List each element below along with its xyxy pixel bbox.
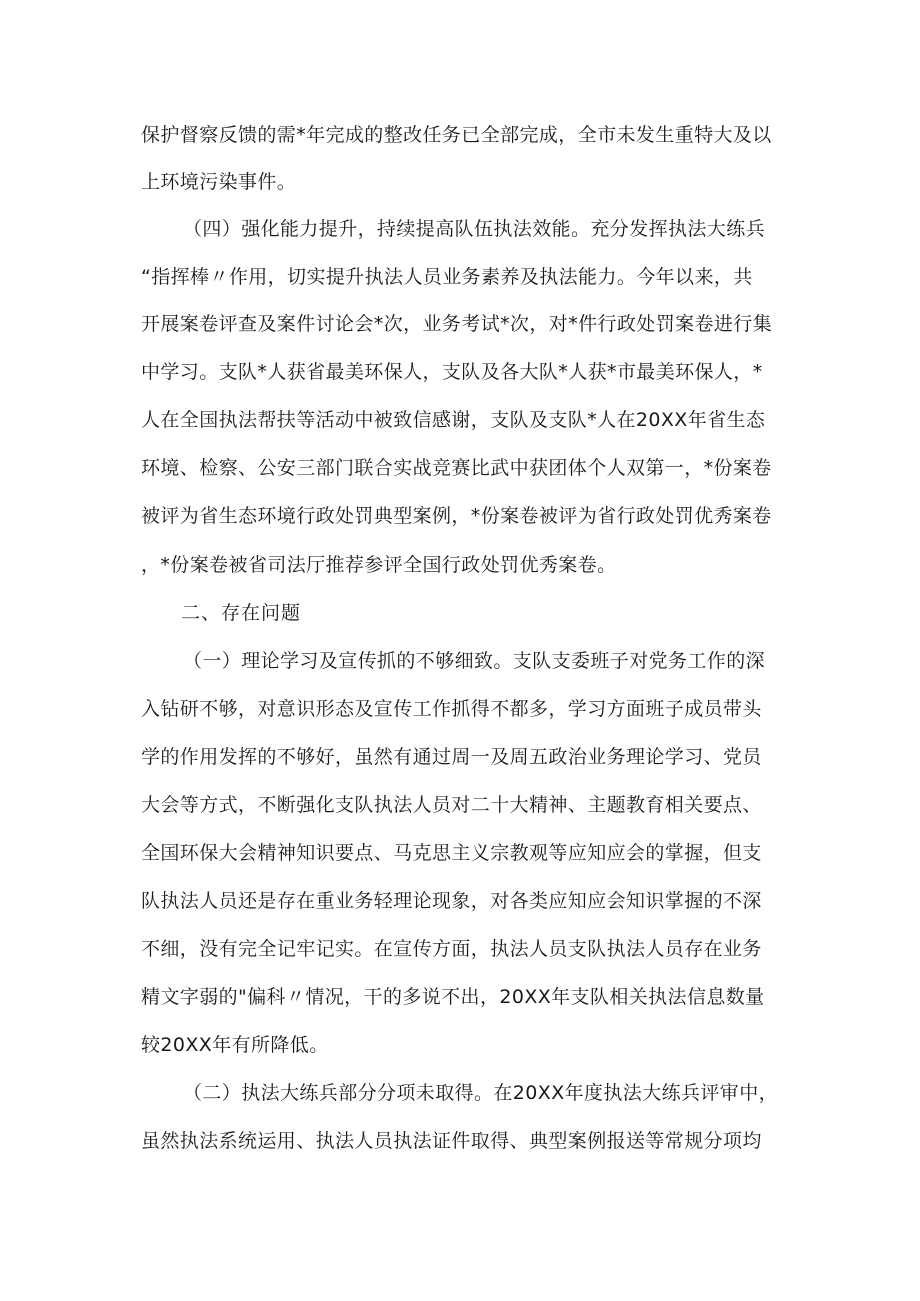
- paragraph-line: “指挥棒〃作用，切实提升执法人员业务素养及执法能力。今年以来，共: [141, 266, 753, 288]
- paragraph-line: ，*份案卷被省司法厅推荐参评全国行政处罚优秀案卷。: [141, 554, 617, 576]
- paragraph-line: 上环境污染事件。: [141, 171, 297, 193]
- section-heading: 二、存在问题: [181, 602, 302, 624]
- paragraph-line: 队执法人员还是存在重业务轻理论现象，对各类应知应会知识掌握的不深: [141, 890, 762, 912]
- paragraph-line: 较20XX年有所降低。: [141, 1034, 329, 1056]
- paragraph-line: （二）执法大练兵部分分项未取得。在20XX年度执法大练兵评审中，: [183, 1082, 779, 1104]
- paragraph-line: 被评为省生态环境行政处罚典型案例，*份案卷被评为省行政处罚优秀案卷: [141, 505, 772, 527]
- paragraph-line: 虽然执法系统运用、执法人员执法证件取得、典型案例报送等常规分项均: [141, 1130, 762, 1152]
- paragraph-line: 全国环保大会精神知识要点、马克思主义宗教观等应知应会的掌握，但支: [141, 842, 762, 864]
- paragraph-line: 开展案卷评查及案件讨论会*次，业务考试*次，对*件行政处罚案卷进行集: [141, 313, 773, 335]
- paragraph-line: 精文字弱的"偏科〃情况，干的多说不出，20XX年支队相关执法信息数量: [141, 986, 765, 1008]
- paragraph-line: （四）强化能力提升，持续提高队伍执法效能。充分发挥执法大练兵: [183, 218, 766, 240]
- paragraph-line: 人在全国执法帮扶等活动中被致信感谢，支队及支队*人在20XX年省生态: [141, 409, 766, 431]
- paragraph-line: 学的作用发挥的不够好，虽然有通过周一及周五政治业务理论学习、党员: [141, 746, 762, 768]
- paragraph-line: 大会等方式，不断强化支队执法人员对二十大精神、主题教育相关要点、: [141, 794, 762, 816]
- paragraph-line: 环境、检察、公安三部门联合实战竞赛比武中获团体个人双第一，*份案卷: [141, 457, 772, 479]
- paragraph-line: 不细，没有完全记牢记实。在宣传方面，执法人员支队执法人员存在业务: [141, 938, 762, 960]
- paragraph-line: 入钻研不够，对意识形态及宣传工作抓得不都多，学习方面班子成员带头: [141, 698, 762, 720]
- paragraph-line: 中学习。支队*人获省最美环保人，支队及各大队*人获*市最美环保人，*: [141, 361, 763, 383]
- paragraph-line: （一）理论学习及宣传抓的不够细致。支队支委班子对党务工作的深: [183, 650, 766, 672]
- paragraph-line: 保护督察反馈的需*年完成的整改任务已全部完成，全市未发生重特大及以: [141, 124, 772, 146]
